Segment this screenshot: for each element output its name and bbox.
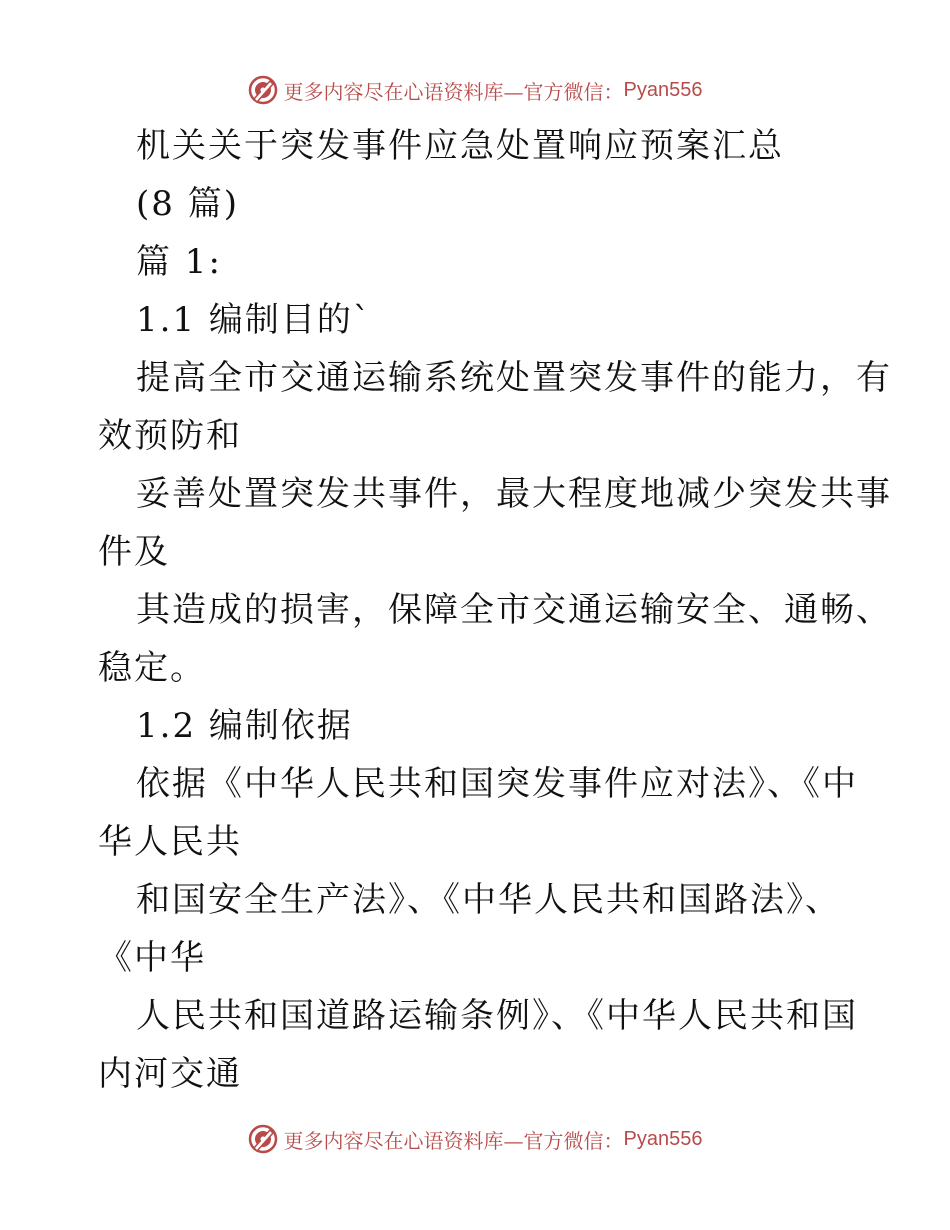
text-line: 《中华: [98, 938, 206, 978]
text-line: (8 篇): [136, 184, 239, 224]
footer-banner: [0, 1119, 950, 1159]
text-line: 人民共和国道路运输条例》、《中华人民共和国: [136, 996, 858, 1036]
header-banner-text: 更多内容尽在心语资料库—官方微信：: [283, 79, 624, 104]
text-line: 1.1 编制目的`: [136, 300, 372, 340]
header-banner: [0, 70, 950, 110]
text-line: 其造成的损害，保障全市交通运输安全、通畅、: [136, 590, 892, 630]
pen-seal-icon: [248, 75, 278, 105]
text-line: 机关关于突发事件应急处置响应预案汇总: [136, 126, 784, 166]
text-line: 依据《中华人民共和国突发事件应对法》、《中: [136, 764, 858, 804]
text-line: 稳定。: [98, 648, 206, 688]
text-line: 华人民共: [98, 822, 242, 862]
text-line: 内河交通: [98, 1054, 242, 1094]
document-body: [98, 117, 892, 1103]
text-line: 效预防和: [98, 416, 242, 456]
text-line: 妥善处置突发共事件，最大程度地减少突发共事: [136, 474, 892, 514]
footer-banner-text: 更多内容尽在心语资料库—官方微信：: [283, 1128, 624, 1153]
text-line: 篇 1:: [136, 242, 222, 282]
footer-wechat-id: Pyan556: [623, 1127, 703, 1150]
text-line: 1.2 编制依据: [136, 706, 353, 746]
text-line: 提高全市交通运输系统处置突发事件的能力，有: [136, 358, 892, 398]
text-line: 件及: [98, 532, 170, 572]
pen-seal-icon: [248, 1124, 278, 1154]
text-line: 和国安全生产法》、《中华人民共和国路法》、: [136, 880, 841, 920]
header-wechat-id: Pyan556: [623, 78, 703, 101]
